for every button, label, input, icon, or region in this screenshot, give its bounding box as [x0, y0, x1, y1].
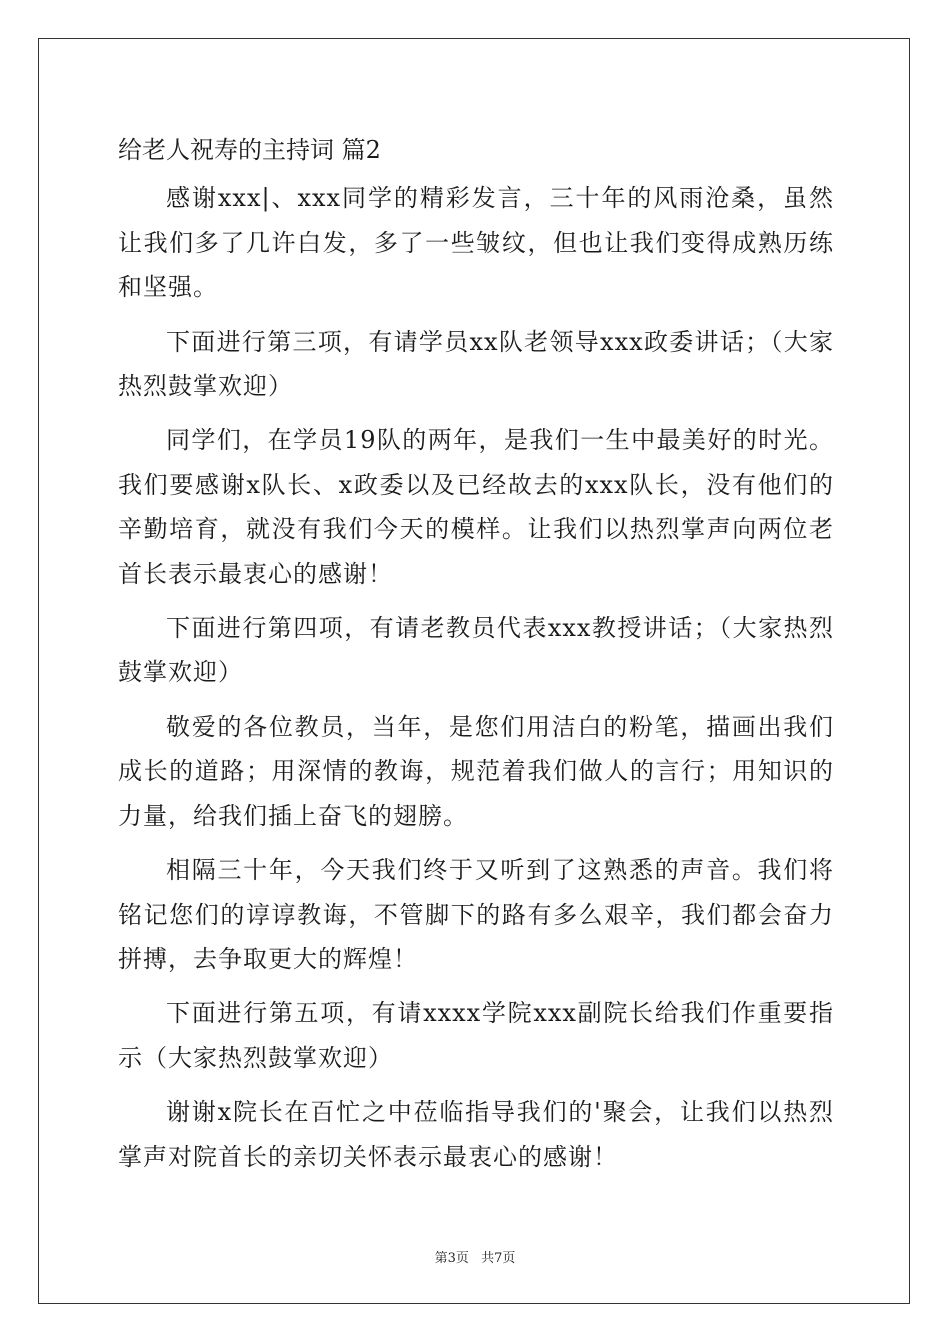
paragraph: 下面进行第三项，有请学员xx队老领导xxx政委讲话；（大家热烈鼓掌欢迎） — [118, 327, 834, 401]
paragraph: 感谢xxx|、xxx同学的精彩发言，三十年的风雨沧桑，虽然让我们多了几许白发，多了一些皱纹，但也让我们变得成熟历练和坚强。 — [118, 184, 834, 302]
paragraph: 敬爱的各位教员，当年，是您们用洁白的粉笔，描画出我们成长的道路；用深情的教诲，规范着我们做人的言行；用知识的力量，给我们插上奋飞的翅膀。 — [118, 712, 834, 830]
paragraph: 同学们，在学员19队的两年，是我们一生中最美好的时光。我们要感谢x队长、x政委以及已经故去的xxx队长，没有他们的辛勤培育，就没有我们今天的模样。让我们以热烈掌声向两位老首长表示最衷心的感谢！ — [118, 426, 834, 588]
document-body — [118, 128, 834, 1189]
document-title: 给老人祝寿的主持词 篇2 — [118, 136, 381, 164]
page-number-current: 第3页 — [434, 1251, 469, 1266]
paragraph: 下面进行第五项，有请xxxx学院xxx副院长给我们作重要指示（大家热烈鼓掌欢迎） — [118, 999, 834, 1072]
paragraph: 谢谢x院长在百忙之中莅临指导我们的'聚会，让我们以热烈掌声对院首长的亲切关怀表示最衷心的感谢！ — [118, 1098, 834, 1171]
paragraph: 下面进行第四项，有请老教员代表xxx教授讲话；（大家热烈鼓掌欢迎） — [118, 614, 834, 687]
page-number-total: 共7页 — [481, 1251, 516, 1266]
page-footer — [0, 1247, 950, 1266]
paragraph: 相隔三十年，今天我们终于又听到了这熟悉的声音。我们将铭记您们的谆谆教诲，不管脚下的路有多么艰辛，我们都会奋力拼搏，去争取更大的辉煌！ — [118, 856, 834, 973]
